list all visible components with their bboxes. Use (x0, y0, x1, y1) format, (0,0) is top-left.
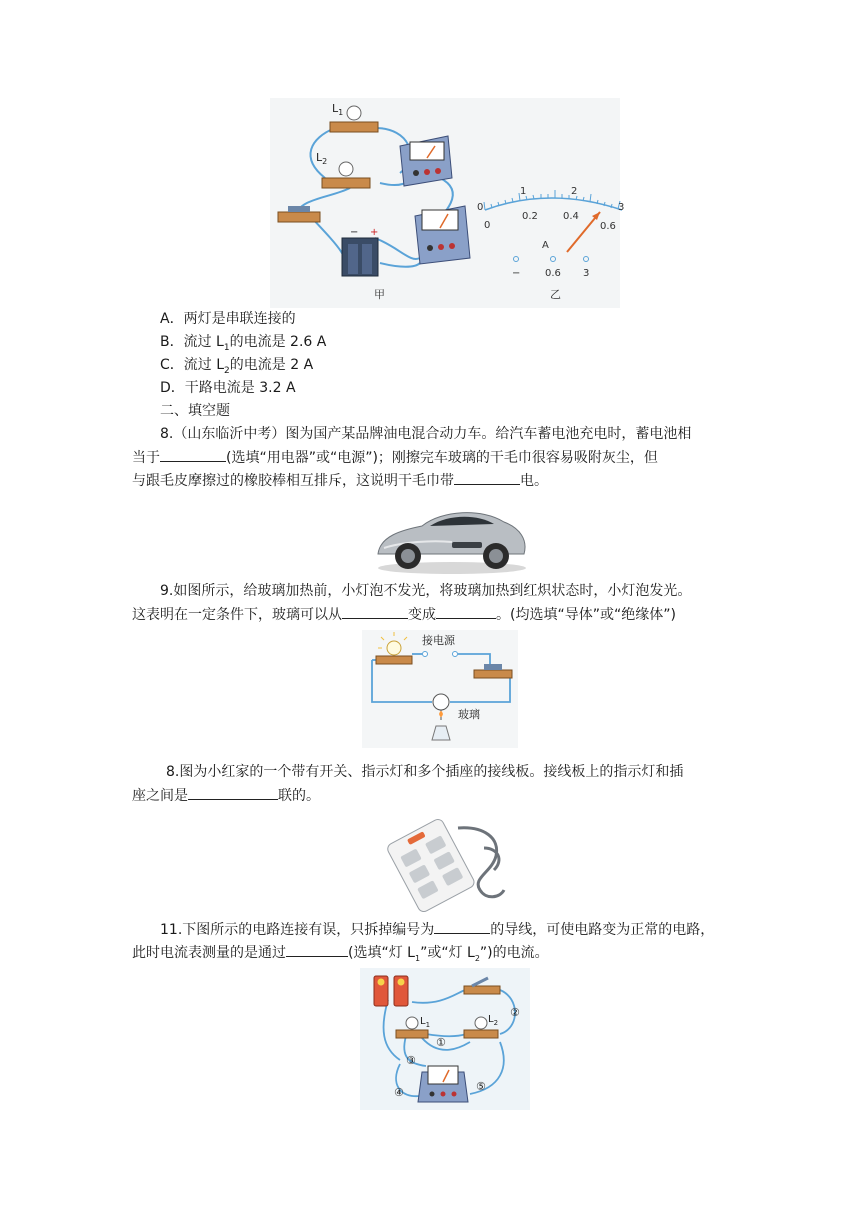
svg-text:−: − (350, 227, 359, 238)
terminal-a-label: A (542, 240, 549, 251)
svg-text:+: + (370, 227, 379, 238)
glass-label: 玻璃 (458, 708, 480, 721)
q11-line1: 11.下图所示的电路连接有误，只拆掉编号为 的导线，可使电路变为正常的电路， (160, 919, 714, 940)
lamp-l2-bulb (339, 162, 353, 176)
q9-blank-2[interactable] (436, 604, 496, 619)
scale-top-3: 3 (618, 202, 625, 213)
power-label: 接电源 (422, 634, 455, 647)
terminal-3: 3 (583, 268, 590, 279)
terminal-06: 0.6 (545, 268, 561, 279)
circuit-figure-jia-yi (270, 98, 625, 308)
lamp-l1-bulb (347, 106, 361, 120)
option-a: A．两灯是串联连接的 (160, 311, 296, 327)
q8b-line1: 8.图为小红家的一个带有开关、指示灯和多个插座的接线板。接线板上的指示灯和插 (166, 764, 684, 780)
section-title: 二、填空题 (160, 403, 230, 419)
figure-label-jia: 甲 (374, 288, 385, 301)
ammeter-bottom (415, 206, 470, 264)
scale-bottom-0: 0 (484, 220, 491, 231)
wire-label-1: ① (436, 1036, 446, 1049)
power-strip-image (388, 808, 510, 908)
q8a-line2: 当于 (选填“用电器”或“电源”)；刚擦完车玻璃的干毛巾很容易吸附灰尘，但 (132, 447, 658, 468)
scale-bottom-3: 0.6 (600, 221, 616, 232)
option-c: C．流过 $L_2$的电流是 2 A (160, 357, 314, 376)
q9-blank-1[interactable] (342, 604, 408, 619)
glass-circuit-figure (362, 630, 518, 748)
q9-line2: 这表明在一定条件下，玻璃可以从 变成 。(均选填“导体”或“绝缘体”) (132, 604, 676, 625)
scale-top-1: 1 (520, 186, 527, 197)
svg-text:L2: $L_2$ (316, 151, 328, 166)
q8b-blank-1[interactable] (188, 785, 278, 800)
scale-top-2: 2 (571, 186, 578, 197)
option-d: D．干路电流是 3.2 A (160, 380, 296, 396)
svg-text:L1: $L_1$ (420, 1016, 431, 1029)
q8a-blank-1[interactable] (160, 447, 226, 462)
scale-bottom-2: 0.4 (563, 211, 579, 222)
q9-line1: 9.如图所示，给玻璃加热前，小灯泡不发光，将玻璃加热到红炽状态时，小灯泡发光。 (160, 583, 692, 599)
wire-label-2: ② (510, 1006, 520, 1019)
wire-label-5: ⑤ (476, 1080, 486, 1093)
hybrid-car-image (372, 496, 530, 576)
q11-blank-2[interactable] (286, 942, 348, 957)
wire-label-3: ③ (406, 1054, 416, 1067)
scale-bottom-1: 0.2 (522, 211, 538, 222)
q8a-line3: 与跟毛皮摩擦过的橡胶棒相互排斥，这说明干毛巾带 电。 (132, 470, 548, 491)
svg-text:L2: $L_2$ (488, 1014, 499, 1027)
circuit-figure-q11 (360, 968, 530, 1110)
q11-line2: 此时电流表测量的是通过 (选填“灯 $L_1$”或“灯 $L_2$”)的电流。 (132, 942, 549, 969)
q8b-line2: 座之间是 联的。 (132, 785, 320, 806)
q11-blank-1[interactable] (434, 919, 490, 934)
q8a-blank-2[interactable] (454, 470, 520, 485)
lamp-l2-board (322, 178, 370, 188)
scale-top-0: 0 (477, 202, 484, 213)
svg-text:L1: $L_1$ (332, 102, 344, 117)
terminal-minus: − (512, 268, 521, 279)
lamp-l1-board (330, 122, 378, 132)
switch-board (278, 212, 320, 222)
q8a-line1: 8.（山东临沂中考）图为国产某品牌油电混合动力车。给汽车蓄电池充电时，蓄电池相 (160, 426, 692, 442)
wire-label-4: ④ (394, 1086, 404, 1099)
option-b: B．流过 $L_1$的电流是 2.6 A (160, 334, 327, 353)
figure-label-yi: 乙 (550, 288, 561, 301)
